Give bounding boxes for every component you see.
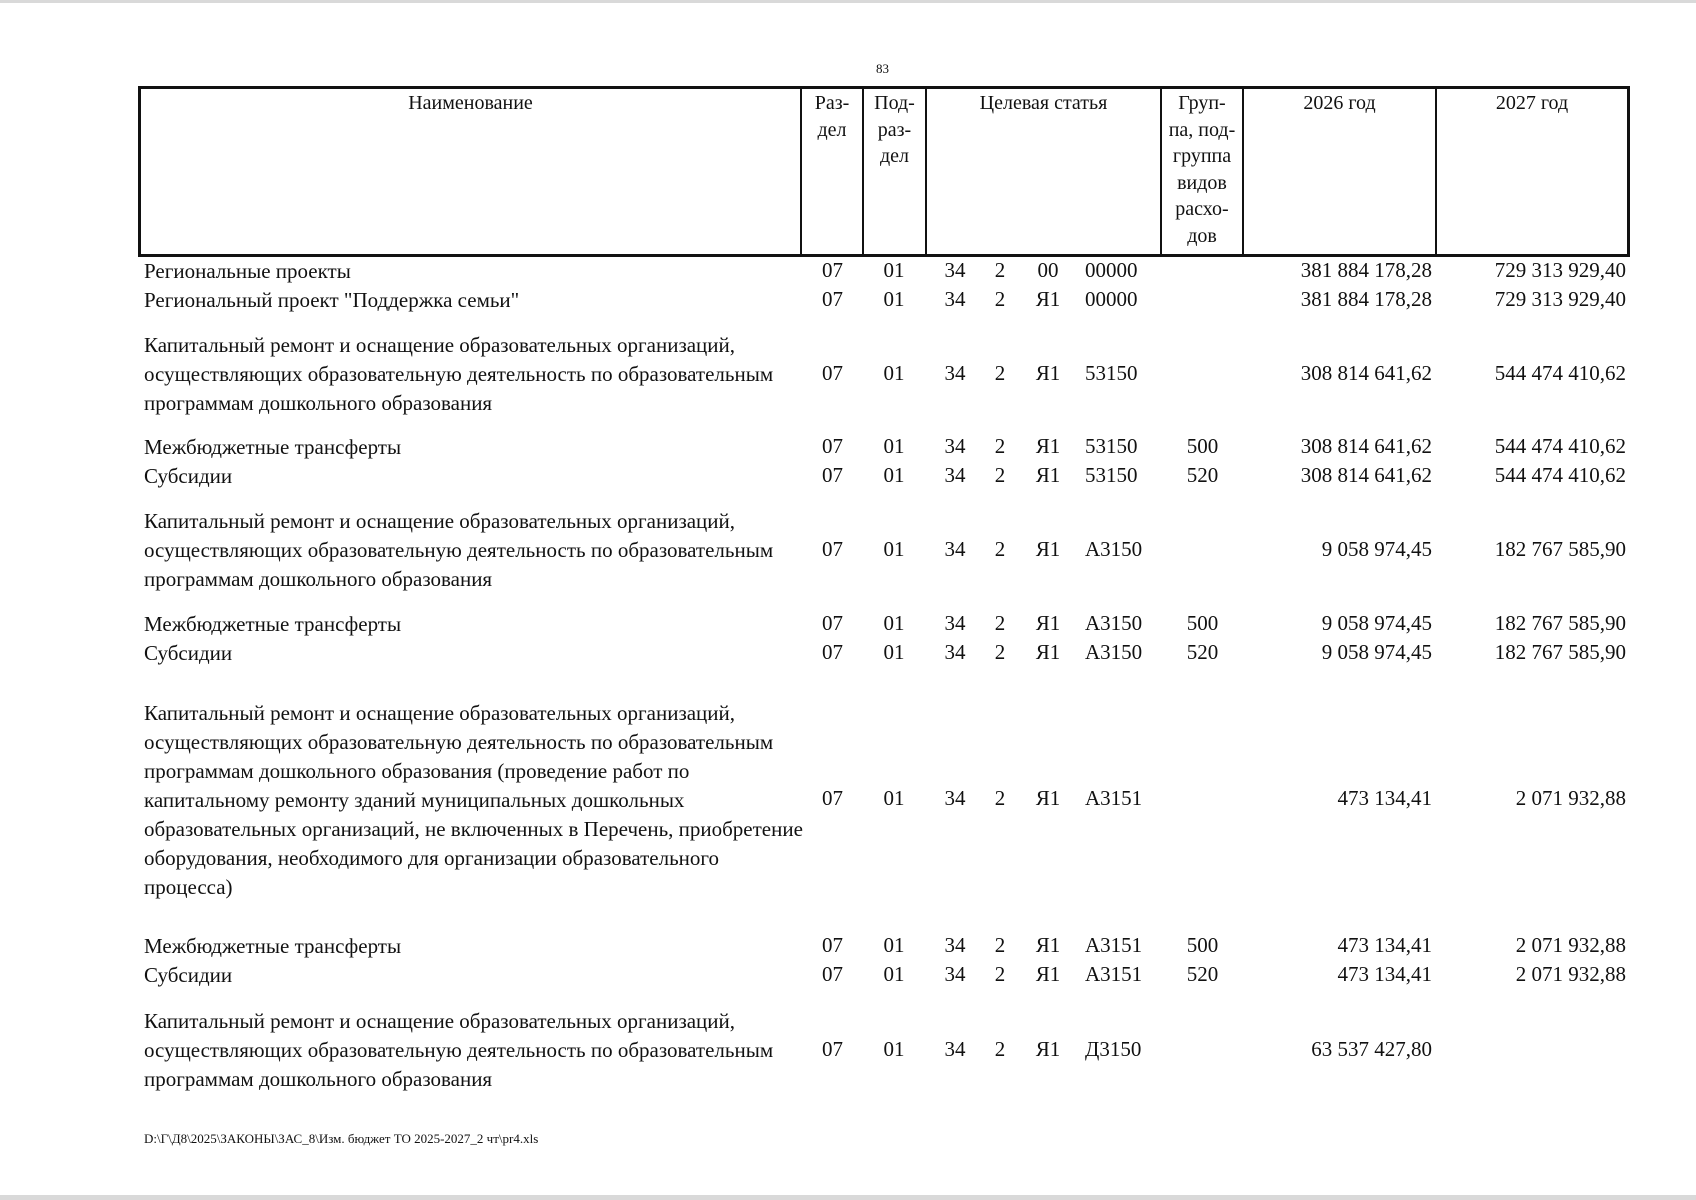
- row-c2: 2: [994, 287, 1006, 311]
- row-name: Капитальный ремонт и оснащение образовательных организаций, осуществляющих образовательную деятельность по образовательным программам дошкольного образования: [144, 1009, 774, 1091]
- header-razdel: Раз- дел: [814, 92, 850, 141]
- row-v2026: 9 058 974,45: [1321, 611, 1432, 635]
- row-v2026: 308 814 641,62: [1300, 361, 1432, 385]
- row-c3: Я1: [1035, 361, 1061, 385]
- row-group: 520: [1186, 962, 1219, 986]
- row-c2: 2: [994, 361, 1006, 385]
- row-c1: 34: [944, 287, 966, 311]
- row-group: 520: [1186, 640, 1219, 664]
- row-v2026: 9 058 974,45: [1321, 537, 1432, 561]
- row-name: Региональный проект "Поддержка семьи": [144, 288, 520, 312]
- row-c2: 2: [994, 434, 1006, 458]
- row-c3: Я1: [1035, 611, 1061, 635]
- row-razdel: 07: [822, 933, 843, 957]
- row-razdel: 07: [822, 640, 843, 664]
- row-razdel: 07: [822, 786, 843, 810]
- row-v2027: 182 767 585,90: [1494, 640, 1626, 664]
- row-c3: 00: [1037, 258, 1059, 282]
- row-c4: А3150: [1085, 537, 1143, 561]
- row-c3: Я1: [1035, 434, 1061, 458]
- row-razdel: 07: [822, 258, 843, 282]
- row-v2026: 9 058 974,45: [1321, 640, 1432, 664]
- row-c4: 00000: [1085, 287, 1138, 311]
- row-name: Капитальный ремонт и оснащение образовательных организаций, осуществляющих образовательную деятельность по образовательным программам дошкольного образования: [144, 509, 774, 591]
- row-c4: 53150: [1085, 463, 1138, 487]
- row-c4: А3151: [1085, 786, 1143, 810]
- row-c4: А3150: [1085, 640, 1143, 664]
- row-c2: 2: [994, 786, 1006, 810]
- row-c4: 53150: [1085, 434, 1138, 458]
- row-c1: 34: [944, 258, 966, 282]
- row-c2: 2: [994, 463, 1006, 487]
- row-v2026: 473 134,41: [1337, 786, 1432, 810]
- row-v2026: 63 537 427,80: [1311, 1037, 1432, 1061]
- row-podrazdel: 01: [883, 287, 905, 311]
- row-name: Межбюджетные трансферты: [144, 612, 402, 636]
- row-podrazdel: 01: [883, 640, 905, 664]
- row-v2026: 308 814 641,62: [1300, 434, 1432, 458]
- row-razdel: 07: [822, 287, 843, 311]
- row-name: Субсидии: [144, 464, 233, 488]
- row-name: Региональные проекты: [144, 259, 351, 283]
- row-c1: 34: [944, 962, 966, 986]
- row-v2027: 544 474 410,62: [1494, 434, 1626, 458]
- row-v2027: 2 071 932,88: [1515, 962, 1626, 986]
- row-razdel: 07: [822, 1037, 843, 1061]
- header-2026: 2026 год: [1303, 92, 1376, 114]
- row-c4: Д3150: [1085, 1037, 1142, 1061]
- row-c1: 34: [944, 640, 966, 664]
- header-celevaya-statya: Целевая статья: [979, 92, 1108, 114]
- row-c3: Я1: [1035, 640, 1061, 664]
- row-c4: А3151: [1085, 962, 1143, 986]
- row-v2027: 2 071 932,88: [1515, 933, 1626, 957]
- row-c2: 2: [994, 537, 1006, 561]
- row-group: 500: [1186, 434, 1219, 458]
- row-group: 500: [1186, 611, 1219, 635]
- page-number: 83: [876, 61, 889, 76]
- row-c4: А3150: [1085, 611, 1143, 635]
- row-v2026: 473 134,41: [1337, 933, 1432, 957]
- scan-bottom-edge: [0, 1195, 1696, 1200]
- header-podrazdel: Под- раз- дел: [874, 92, 915, 167]
- row-name: Межбюджетные трансферты: [144, 934, 402, 958]
- row-c1: 34: [944, 537, 966, 561]
- row-podrazdel: 01: [883, 258, 905, 282]
- header-name: Наименование: [408, 92, 533, 114]
- row-podrazdel: 01: [883, 962, 905, 986]
- row-podrazdel: 01: [883, 434, 905, 458]
- row-c3: Я1: [1035, 933, 1061, 957]
- row-c4: А3151: [1085, 933, 1143, 957]
- row-razdel: 07: [822, 434, 843, 458]
- row-podrazdel: 01: [883, 361, 905, 385]
- footer-file-path: D:\Г\Д8\2025\ЗАКОНЫ\ЗАС_8\Изм. бюджет ТО 2025-2027_2 чт\pr4.xls: [144, 1131, 539, 1146]
- row-v2027: 182 767 585,90: [1494, 537, 1626, 561]
- row-name: Субсидии: [144, 963, 233, 987]
- row-c2: 2: [994, 258, 1006, 282]
- row-podrazdel: 01: [883, 537, 905, 561]
- row-c1: 34: [944, 611, 966, 635]
- row-razdel: 07: [822, 463, 843, 487]
- row-v2027: 729 313 929,40: [1494, 258, 1626, 282]
- row-group: 500: [1186, 933, 1219, 957]
- row-v2026: 381 884 178,28: [1300, 287, 1432, 311]
- row-c4: 53150: [1085, 361, 1138, 385]
- row-v2027: 544 474 410,62: [1494, 361, 1626, 385]
- row-c3: Я1: [1035, 786, 1061, 810]
- row-razdel: 07: [822, 962, 843, 986]
- row-c1: 34: [944, 463, 966, 487]
- row-c3: Я1: [1035, 463, 1061, 487]
- row-name: Субсидии: [144, 641, 233, 665]
- row-c3: Я1: [1035, 1037, 1061, 1061]
- row-c1: 34: [944, 786, 966, 810]
- row-c2: 2: [994, 962, 1006, 986]
- row-v2027: 729 313 929,40: [1494, 287, 1626, 311]
- row-c2: 2: [994, 611, 1006, 635]
- row-c3: Я1: [1035, 962, 1061, 986]
- row-c1: 34: [944, 1037, 966, 1061]
- row-name: Капитальный ремонт и оснащение образовательных организаций, осуществляющих образовательную деятельность по образовательным программам дошкольного образования: [144, 333, 774, 415]
- row-razdel: 07: [822, 611, 843, 635]
- row-v2027: 2 071 932,88: [1515, 786, 1626, 810]
- row-c1: 34: [944, 361, 966, 385]
- row-c2: 2: [994, 933, 1006, 957]
- row-c1: 34: [944, 933, 966, 957]
- row-v2026: 381 884 178,28: [1300, 258, 1432, 282]
- row-c4: 00000: [1085, 258, 1138, 282]
- row-v2027: 544 474 410,62: [1494, 463, 1626, 487]
- row-v2026: 308 814 641,62: [1300, 463, 1432, 487]
- row-razdel: 07: [822, 537, 843, 561]
- row-razdel: 07: [822, 361, 843, 385]
- row-name: Капитальный ремонт и оснащение образовательных организаций, осуществляющих образовательную деятельность по образовательным программам дошкольного образования (проведение работ по капитальному ремонту зданий муниципальных дошкольных образовательных организаций, не включенных в Перечень, приобретение оборудования, необходимого для организации образовательного процесса): [144, 701, 803, 899]
- row-v2026: 473 134,41: [1337, 962, 1432, 986]
- row-c1: 34: [944, 434, 966, 458]
- row-group: 520: [1186, 463, 1219, 487]
- header-2027: 2027 год: [1495, 92, 1569, 114]
- header-gruppa: Груп- па, под- группа видов расхо- дов: [1168, 92, 1236, 247]
- row-c2: 2: [994, 640, 1006, 664]
- row-podrazdel: 01: [883, 1037, 905, 1061]
- row-podrazdel: 01: [883, 463, 905, 487]
- scan-top-edge: [0, 0, 1696, 3]
- row-c3: Я1: [1035, 287, 1061, 311]
- row-podrazdel: 01: [883, 611, 905, 635]
- row-v2027: 182 767 585,90: [1494, 611, 1626, 635]
- row-c3: Я1: [1035, 537, 1061, 561]
- row-c2: 2: [994, 1037, 1006, 1061]
- row-name: Межбюджетные трансферты: [144, 435, 402, 459]
- row-podrazdel: 01: [883, 786, 905, 810]
- row-podrazdel: 01: [883, 933, 905, 957]
